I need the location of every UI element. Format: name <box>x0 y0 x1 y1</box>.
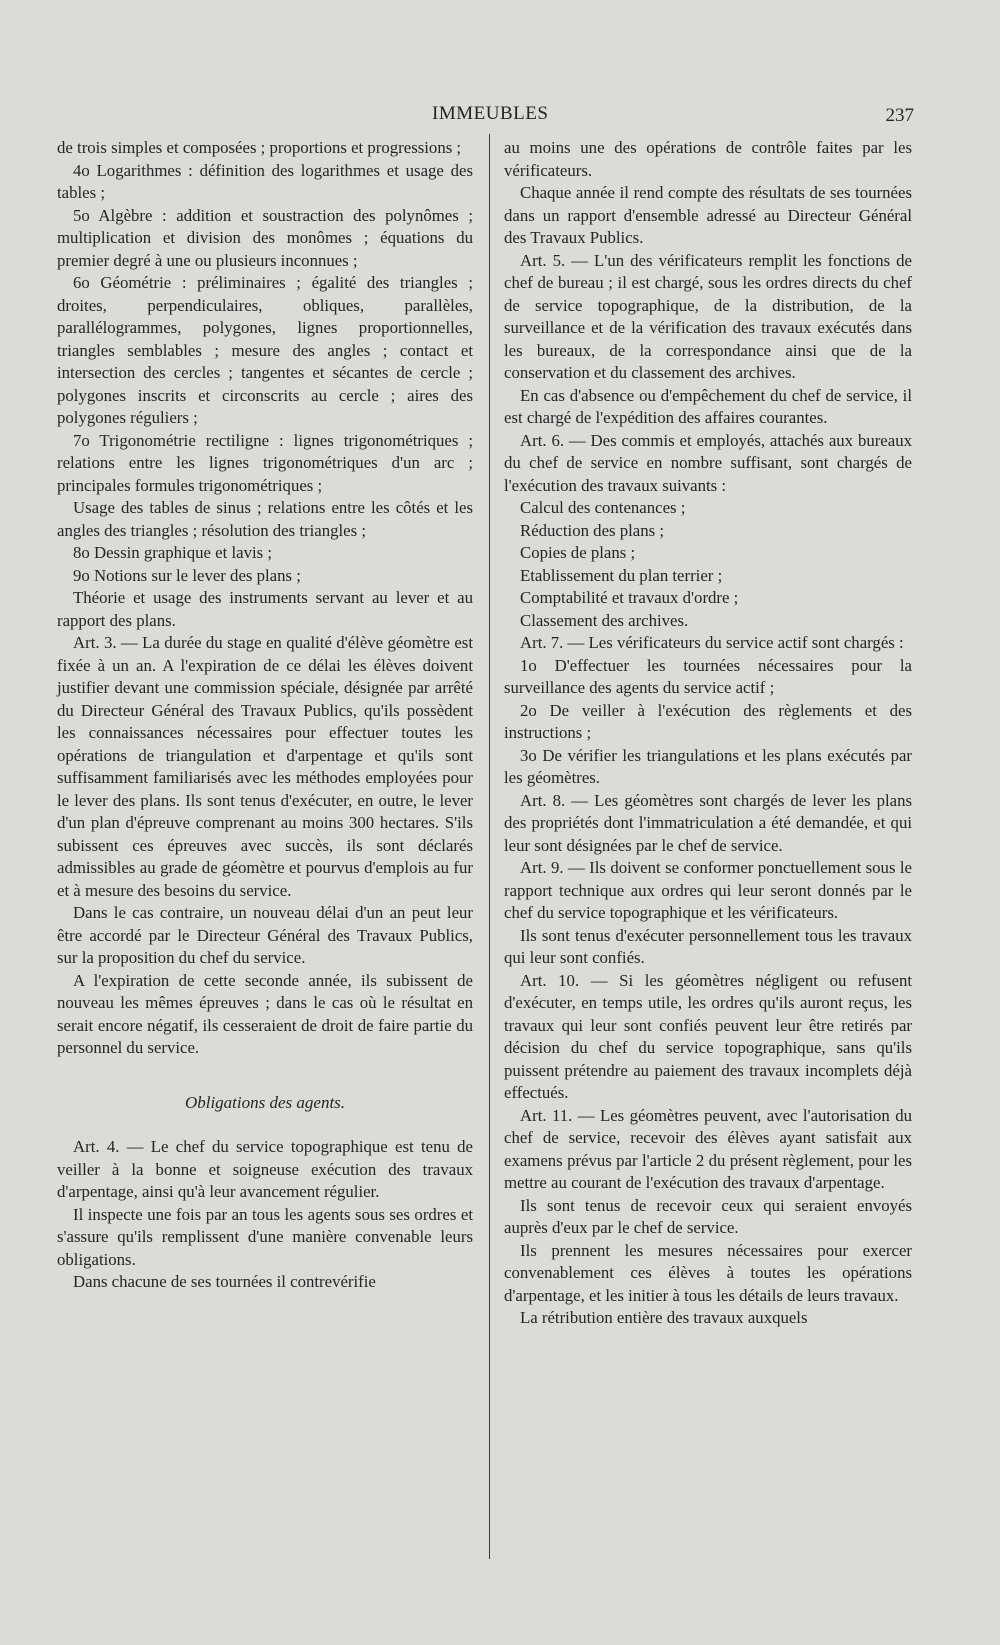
paragraph: Dans le cas contraire, un nouveau délai d'un an peut leur être accordé par le Directeur Général des Travaux Publics, sur la proposition du chef du service. <box>57 903 473 967</box>
paragraph: Théorie et usage des instruments servant au lever et au rapport des plans. <box>57 588 473 630</box>
list-item: Classement des archives. <box>520 610 689 630</box>
article-paragraph: Art. 5. — L'un des vérificateurs remplit les fonctions de chef de bureau ; il est chargé, sous les ordres directs du chef de service topographique, de la distribution, de la surveillance et de la vérification des travaux exécutés dans les bureaux, de la correspondance ainsi que de la conservation et du classement des archives. <box>504 250 912 382</box>
article-paragraph: Art. 10. — Si les géomètres négligent ou refusent d'exécuter, en temps utile, les ordres qu'ils auront reçus, les travaux qui leur sont confiés peuvent leur être retirés par décision du chef du service topographique, sans qu'ils puissent prétendre au paiement des travaux incomplets déjà effectués. <box>504 970 912 1102</box>
list-item: Réduction des plans ; <box>520 520 665 540</box>
list-item: Etablissement du plan terrier ; <box>520 565 723 585</box>
article-paragraph: Art. 8. — Les géomètres sont chargés de lever les plans des propriétés dont l'immatriculation a été demandée, et qui leur sont désignées par le chef de service. <box>504 790 912 855</box>
paragraph: Chaque année il rend compte des résultats de ses tournées dans un rapport d'ensemble adressé au Directeur Général des Travaux Publics. <box>504 183 912 247</box>
paragraph: 5o Algèbre : addition et soustraction des polynômes ; multiplication et division des monômes ; équations du premier degré à une ou plusieurs inconnues ; <box>57 205 473 270</box>
paragraph: En cas d'absence ou d'empêchement du chef de service, il est chargé de l'expédition des affaires courantes. <box>504 385 912 427</box>
paragraph: Ils sont tenus de recevoir ceux qui seraient envoyés auprès d'eux par le chef de service. <box>504 1195 912 1237</box>
paragraph: au moins une des opérations de contrôle faites par les vérificateurs. <box>504 138 912 180</box>
list-item: Calcul des contenances ; <box>520 498 686 517</box>
section-title: Obligations des agents. <box>184 1092 346 1112</box>
paragraph: 3o De vérifier les triangulations et les plans exécutés par les géomètres. <box>504 745 912 787</box>
paragraph: Il inspecte une fois par an tous les agents sous ses ordres et s'assure qu'ils remplissent d'une manière convenable leurs obligations. <box>57 1204 473 1269</box>
paragraph: Ils prennent les mesures nécessaires pour exercer convenablement ces élèves à toutes les opérations d'arpentage, et les initier à tous les détails de leurs travaux. <box>504 1240 912 1305</box>
page-number: 237 <box>885 105 914 126</box>
paragraph: A l'expiration de cette seconde année, ils subissent de nouveau les mêmes épreuves ; dans le cas où le résultat en serait encore négatif, ils cesseraient de droit de faire partie du personnel du service. <box>57 970 473 1057</box>
article-paragraph: Art. 11. — Les géomètres peuvent, avec l'autorisation du chef de service, recevoir des élèves ayant satisfait aux examens prévus par l'article 2 du présent règlement, pour les mettre au courant de l'exécution des travaux d'arpentage. <box>504 1105 912 1192</box>
column-divider <box>489 134 490 1559</box>
list-item: Comptabilité et travaux d'ordre ; <box>520 588 739 607</box>
paragraph: 2o De veiller à l'exécution des règlements et des instructions ; <box>504 700 912 742</box>
paragraph: 4o Logarithmes : définition des logarithmes et usage des tables ; <box>57 160 473 202</box>
article-paragraph: Art. 4. — Le chef du service topographique est tenu de veiller à la bonne et soigneuse exécution des travaux d'arpentage, ainsi qu'à leur avancement régulier. <box>57 1137 473 1201</box>
paragraph: de trois simples et composées ; proportions et progressions ; <box>57 138 462 157</box>
paragraph: 6o Géométrie : préliminaires ; égalité des triangles ; droites, perpendiculaires, obliques, parallèles, parallélogrammes, polygones, lignes proportionnelles, triangles semblables ; mesure des angles ; contact et intersection des cercles ; tangentes et sécantes de cercle ; polygones inscrits et circonscrits au cercle ; aires des polygones réguliers ; <box>57 273 473 427</box>
paragraph: Ils sont tenus d'exécuter personnellement tous les travaux qui leur sont confiés. <box>504 925 912 967</box>
article-paragraph: Art. 6. — Des commis et employés, attachés aux bureaux du chef de service en nombre suffisant, sont chargés de l'exécution des travaux suivants : <box>504 430 912 495</box>
article-paragraph: Art. 3. — La durée du stage en qualité d'élève géomètre est fixée à un an. A l'expiration de ce délai les élèves doivent justifier devant une commission spéciale, désignée par arrêté du Directeur Général des Travaux Publics, qu'ils possèdent les connaissances nécessaires pour effectuer toutes les opérations de triangulation et d'arpentage et qu'ils sont suffisamment familiarisés avec les méthodes employées pour le lever des plans. Ils sont tenus d'exécuter, en outre, le lever d'un plan d'épreuve comprenant au moins 300 hectares. S'ils subissent ces épreuves avec succès, ils sont déclarés admissibles au grade de géomètre et pourvus d'emplois au fur et à mesure des besoins du service. <box>57 633 473 900</box>
page-header <box>0 100 1000 130</box>
left-column <box>57 137 473 1294</box>
list-item: Copies de plans ; <box>520 543 636 562</box>
right-column <box>504 137 912 1330</box>
paragraph: Dans chacune de ses tournées il contrevérifie <box>73 1272 376 1291</box>
paragraph: 1o D'effectuer les tournées nécessaires pour la surveillance des agents du service actif ; <box>504 655 912 697</box>
paragraph: 7o Trigonométrie rectiligne : lignes trigonométriques ; relations entre les lignes trigonométriques d'un arc ; principales formules trigonométriques ; <box>57 430 473 495</box>
paragraph: Usage des tables de sinus ; relations entre les côtés et les angles des triangles ; résolution des triangles ; <box>57 498 473 540</box>
paragraph: 8o Dessin graphique et lavis ; <box>73 543 273 562</box>
article-paragraph: Art. 7. — Les vérificateurs du service actif sont chargés : <box>520 633 904 652</box>
paragraph: 9o Notions sur le lever des plans ; <box>73 565 301 585</box>
article-paragraph: Art. 9. — Ils doivent se conformer ponctuellement sous le rapport technique aux ordres qui leur seront donnés par le chef du service topographique et les vérificateurs. <box>504 858 912 922</box>
running-title: IMMEUBLES <box>432 103 549 124</box>
paragraph: La rétribution entière des travaux auxquels <box>520 1308 808 1327</box>
